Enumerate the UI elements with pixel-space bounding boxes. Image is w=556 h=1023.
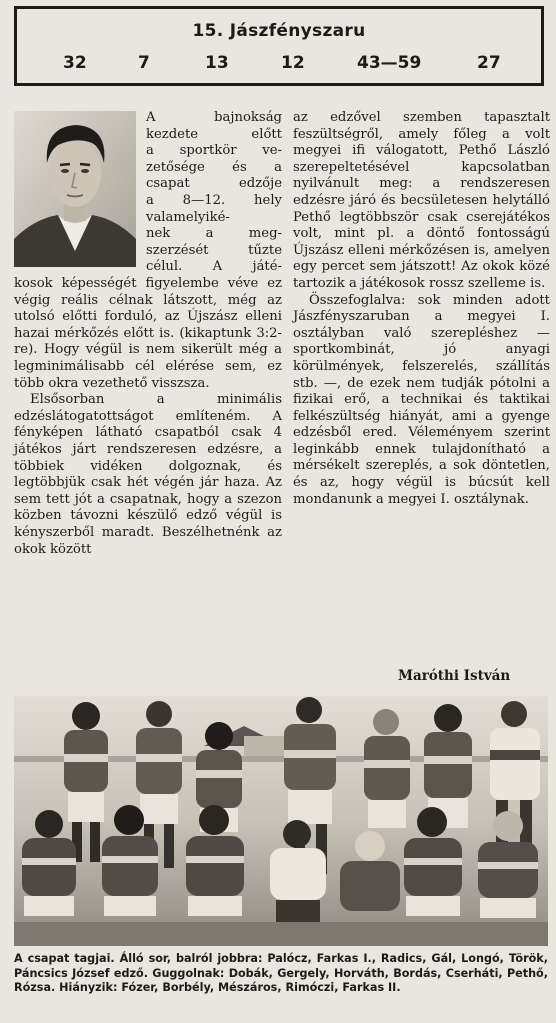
stat-goals: 43—59 [357,53,422,73]
article-paragraph: Elsősorban a minimális edzéslátogatottságot említeném. A fényképen látható csapatból csak 4 játékos járt rendszeresen edzésre, a többiek vidéken dolgoznak, és legtöbbjük csak hét végén jár haza. Az sem tett jót a csapatnak, hogy a szezon közben távozni készülő edző végül is kényszerből maradt. Beszélhetnénk az okok között [14,392,282,557]
intro-line: a 8—12. hely [146,192,282,208]
article-right-column [293,110,550,508]
author-signature: Maróthi István [398,668,511,684]
article-paragraph: az edzővel szemben tapasztalt feszültségről, amely főleg a volt megyei ifi válogatott, Pethő László szerepeltetésével kapcsolatban nyilvánult meg: a rendszeresen edzésre járó és becsületesen helytálló Pethő legtöbbször csak cserejátékos volt, mint pl. a döntő fontosságú Újszász elleni mérkőzésen is, amelyen egy percet sem játszott! Az okok közé tartozik a játékosok rossz szelleme is. [293,110,550,291]
stat-points: 27 [477,53,501,73]
intro-line: valamelyiké- [146,209,230,225]
intro-line: csapat edzője [146,176,282,192]
intro-line: kezdete előtt [146,126,282,142]
stat-draws: 13 [205,53,229,73]
article-paragraph: kosok képességét figyelembe véve ez végig reális célnak látszott, még az utolsó előtti forduló, az Újszász elleni hazai mérkőzés előtt is. (kikaptunk 3:2-re). Hogy végül is nem sikerült még a legminimálisabb cél elérése sem, ez több okra vezethető visszsza. [14,276,282,391]
intro-line: A bajnokság [146,110,282,125]
season-stats-box [14,6,544,86]
intro-line: szerzését tűzte [146,242,282,258]
intro-line: zetősége és a [146,159,282,175]
photo-caption: A csapat tagjai. Álló sor, balról jobbra: Palócz, Farkas I., Radics, Gál, Longó, Török, Páncsics József edző. Guggolnak: Dobák, Gergely, Horváth, Bordás, Cserháti, Pethő, Rózsa. Hiányzik: Fózer, Borbély, Mészáros, Rimóczi, Farkas II. [14,952,548,995]
stat-losses: 12 [281,53,305,73]
stat-wins: 7 [138,53,150,73]
intro-line: a sportkör ve- [146,143,282,159]
team-title: 15. Jászfényszaru [192,21,366,41]
article-paragraph: Összefoglalva: sok minden adott Jászfényszaruban a megyei I. osztályban való szerepléshez — sportkombinát, jó anyagi körülmények, felszerelés, szállítás stb. —, de ezek nem tudják pótolni a fizikai erő, a technikai és taktikai felkészültség hiányát, ami a gyenge edzésből ered. Véleményem szerint leginkább ennek tulajdonítható a mérsékelt szereplés, a sok döntetlen, és az, hogy végül is búcsút kell mondanunk a megyei I. osztálynak. [293,292,550,507]
stat-matches: 32 [63,53,87,73]
team-photo [14,696,548,946]
intro-line: célul. A játé- [146,259,282,275]
intro-line: nek a meg- [146,226,282,242]
article-intro-column [146,110,282,276]
article-left-column [14,276,282,558]
author-portrait-photo [14,111,136,267]
